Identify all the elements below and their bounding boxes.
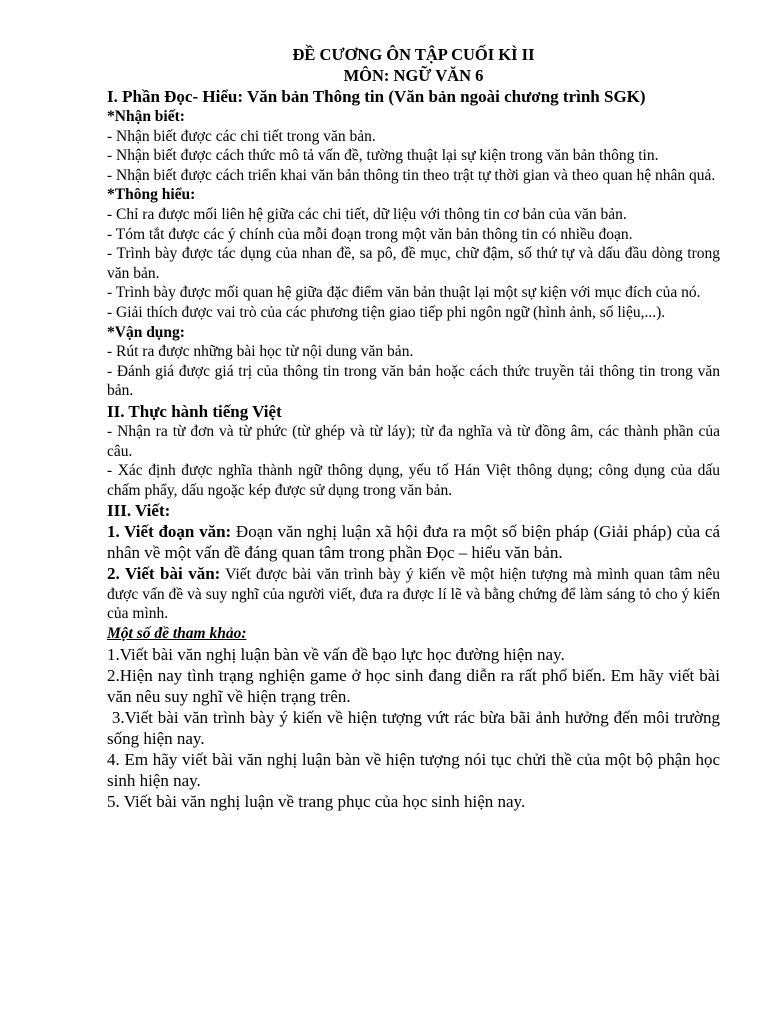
list-item: - Trình bày được tác dụng của nhan đề, sa pô, đề mục, chữ đậm, số thứ tự và dấu đầu dòng trong văn bản.	[107, 245, 720, 282]
list-item: - Chỉ ra được mối liên hệ giữa các chi tiết, dữ liệu với thông tin cơ bản của văn bản.	[107, 205, 627, 223]
section-3-heading: III. Viết:	[107, 501, 171, 521]
list-item: - Nhận biết được cách triển khai văn bản thông tin theo trật tự thời gian và theo quan hệ nhân quả.	[107, 166, 716, 184]
writing-task-1-label: 1. Viết đoạn văn:	[107, 522, 232, 542]
thong-hieu-label: *Thông hiểu:	[107, 186, 196, 204]
list-item: - Rút ra được những bài học từ nội dung văn bản.	[107, 343, 414, 361]
topic-item: 3.Viết bài văn trình bày ý kiến về hiện tượng vứt rác bừa bãi ảnh hưởng đến môi trường sống hiện nay.	[107, 707, 725, 748]
topic-item: 4. Em hãy viết bài văn nghị luận bàn về hiện tượng nói tục chửi thề của một bộ phận học sinh hiện nay.	[107, 749, 720, 790]
topic-item: 1.Viết bài văn nghị luận bàn về vấn đề bạo lực học đường hiện nay.	[107, 644, 565, 664]
list-item: - Trình bày được mối quan hệ giữa đặc điểm văn bản thuật lại một sự kiện với mục đích của nó.	[107, 284, 701, 302]
document-title: ĐỀ CƯƠNG ÔN TẬP CUỐI KÌ II	[292, 45, 535, 64]
list-item: - Nhận biết được các chi tiết trong văn bản.	[107, 127, 376, 145]
van-dung-label: *Vận dụng:	[107, 323, 185, 341]
list-item: - Giải thích được vai trò của các phương tiện giao tiếp phi ngôn ngữ (hình ảnh, số liệu,...).	[107, 303, 666, 321]
writing-task-2-label: 2. Viết bài văn:	[107, 564, 221, 584]
writing-task-2	[107, 563, 720, 624]
topic-item: 2.Hiện nay tình trạng nghiện game ở học sinh đang diễn ra rất phổ biến. Em hãy viết bài văn nêu suy nghĩ về hiện trạng trên.	[107, 665, 720, 706]
writing-task-1-text: Đoạn văn nghị luận xã hội đưa ra một số biện pháp (Giải pháp) của cá nhân về một vấn đề đáng quan tâm trong phần Đọc – hiểu văn bản.	[107, 522, 720, 563]
list-item: - Đánh giá được giá trị của thông tin trong văn bản hoặc cách thức truyền tải thông tin trong văn bản.	[107, 362, 720, 400]
list-item: - Xác định được nghĩa thành ngữ thông dụng, yếu tố Hán Việt thông dụng; công dụng của dấu chấm phẩy, dấu ngoặc kép được sử dụng trong văn bản.	[107, 462, 720, 499]
nhan-biet-label: *Nhận biết:	[107, 108, 185, 125]
section-1-heading: I. Phần Đọc- Hiểu: Văn bản Thông tin (Văn bản ngoài chương trình SGK)	[107, 87, 646, 106]
reference-topics-label: Một số đề tham khảo:	[107, 625, 247, 643]
list-item: - Nhận biết được cách thức mô tả vấn đề, tường thuật lại sự kiện trong văn bản thông tin.	[107, 147, 659, 165]
list-item: - Nhận ra từ đơn và từ phức (từ ghép và từ láy); từ đa nghĩa và từ đồng âm, các thành phần của câu.	[107, 422, 720, 460]
topic-item: 5. Viết bài văn nghị luận về trang phục của học sinh hiện nay.	[107, 791, 526, 811]
document-subject: MÔN: NGỮ VĂN 6	[343, 66, 484, 85]
writing-task-1	[107, 521, 720, 563]
section-2-heading: II. Thực hành tiếng Việt	[107, 401, 282, 421]
writing-task-2-text: Viết được bài văn trình bày ý kiến về một hiện tượng mà mình quan tâm nêu được vấn đề và suy nghĩ của người viết, đưa ra được lí lẽ và bằng chứng để làm sáng tỏ cho ý kiến của mình.	[107, 566, 720, 623]
document-body	[107, 44, 725, 812]
list-item: - Tóm tắt được các ý chính của mỗi đoạn trong một văn bản thông tin có nhiều đoạn.	[107, 225, 633, 243]
